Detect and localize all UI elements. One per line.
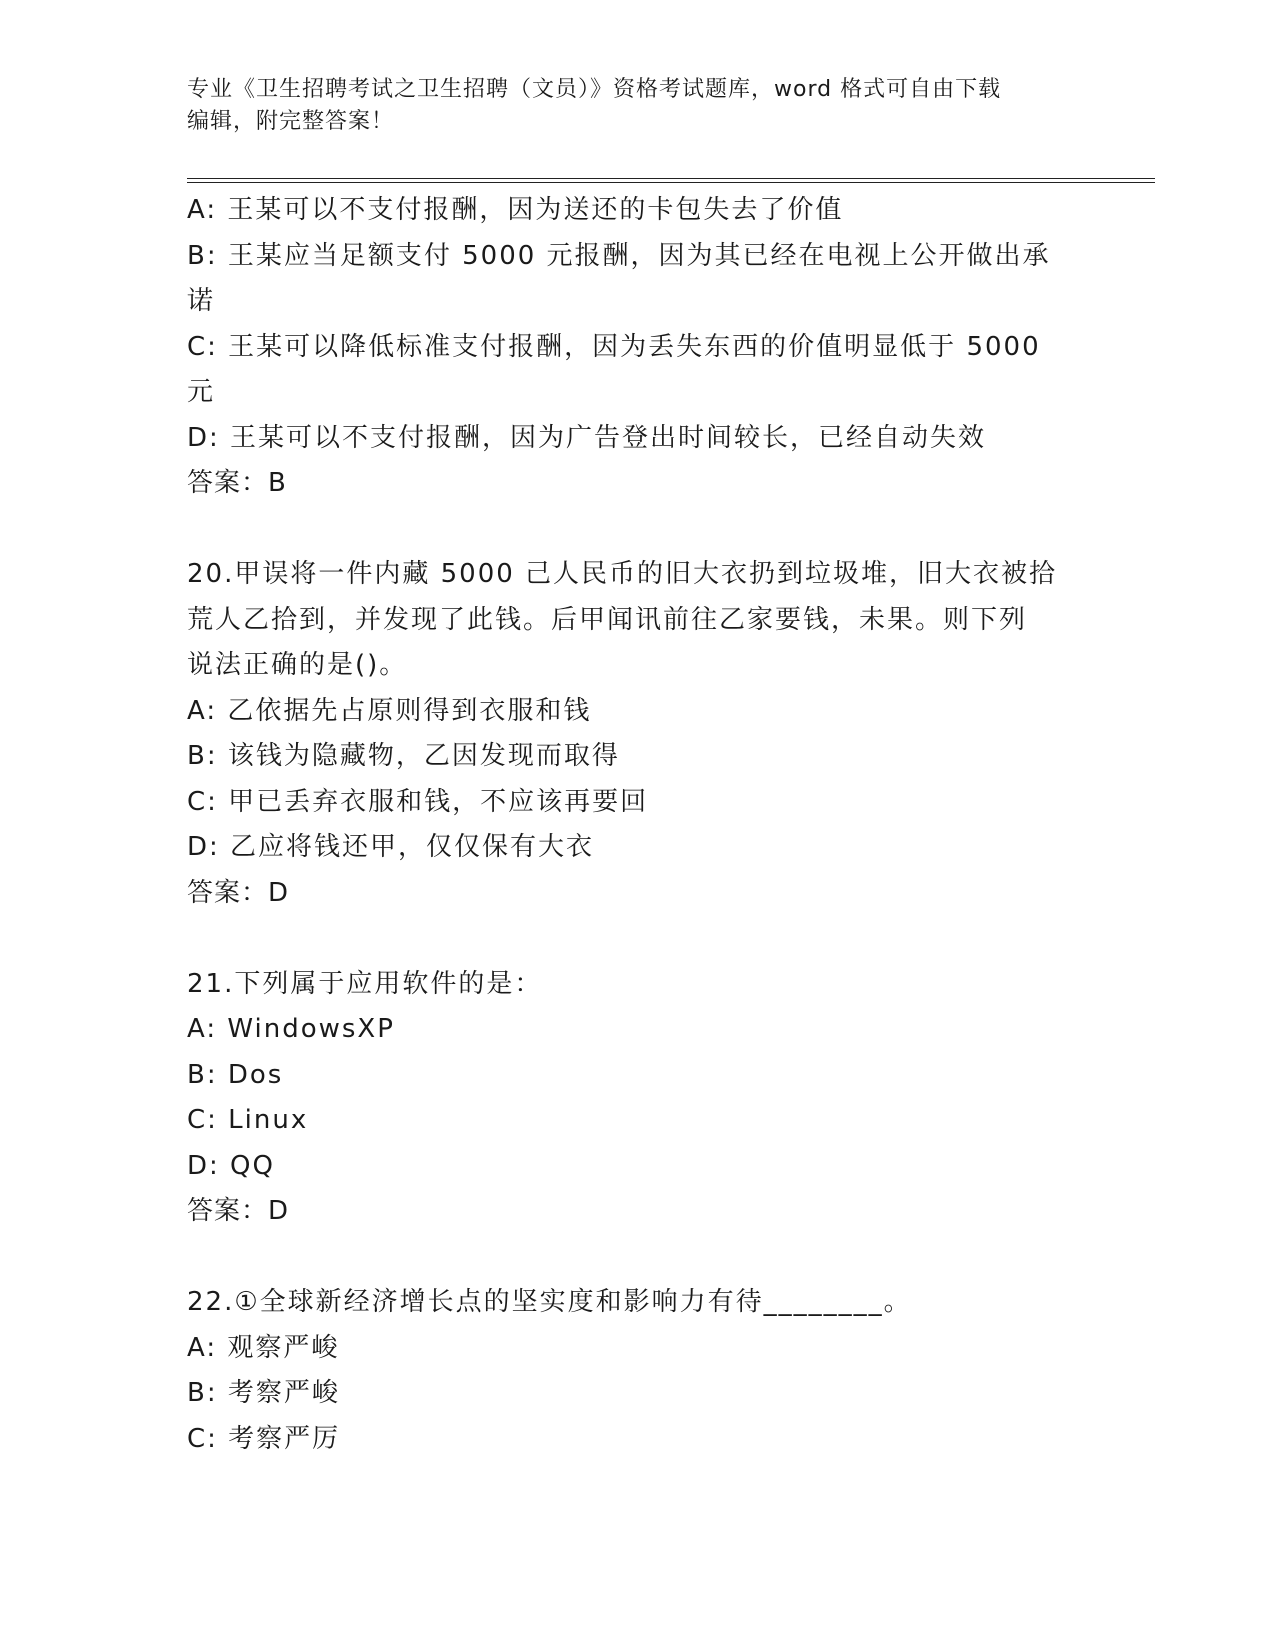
option-b: B: 该钱为隐藏物，乙因发现而取得	[187, 741, 620, 771]
option-c: C: 考察严厉	[187, 1423, 341, 1454]
question-22	[187, 1280, 1087, 1462]
question-stem: 22.①全球新经济增长点的坚实度和影响力有待________。	[187, 1287, 912, 1317]
option-d: D: 王某可以不支付报酬，因为广告登出时间较长，已经自动失效	[187, 422, 987, 453]
option-a: A: 乙依据先占原则得到衣服和钱	[187, 695, 592, 726]
option-b: B: 考察严峻	[187, 1378, 340, 1408]
option-c-continued: 元	[187, 377, 216, 407]
question-21	[187, 962, 1087, 1235]
option-c: C: 甲已丢弃衣服和钱，不应该再要回	[187, 786, 649, 817]
question-stem: 20.甲误将一件内藏 5000 己人民币的旧大衣扔到垃圾堆，旧大衣被拾	[187, 559, 1058, 589]
option-b-continued: 诺	[187, 286, 216, 316]
option-d: D: QQ	[187, 1150, 275, 1181]
answer: 答案：D	[187, 1196, 290, 1226]
option-a: A: WindowsXP	[187, 1014, 395, 1044]
header-line-2: 编辑，附完整答案！	[187, 109, 395, 134]
question-stem-continued: 说法正确的是()。	[187, 650, 408, 680]
option-a: A: 观察严峻	[187, 1332, 340, 1363]
question-stem: 21.下列属于应用软件的是：	[187, 968, 543, 999]
header-double-rule	[187, 178, 1155, 183]
header-line-1: 专业《卫生招聘考试之卫生招聘（文员）》资格考试题库，word 格式可自由下载	[187, 77, 1002, 102]
answer: 答案：D	[187, 877, 290, 908]
option-a: A: 王某可以不支付报酬，因为送还的卡包失去了价值	[187, 195, 844, 225]
spacer	[187, 1235, 1087, 1281]
answer: 答案：B	[187, 468, 287, 498]
option-b: B: Dos	[187, 1059, 284, 1090]
question-20	[187, 552, 1087, 916]
option-d: D: 乙应将钱还甲，仅仅保有大衣	[187, 832, 595, 862]
spacer	[187, 507, 1087, 553]
option-c: C: Linux	[187, 1105, 309, 1135]
option-b: B: 王某应当足额支付 5000 元报酬，因为其已经在电视上公开做出承	[187, 240, 1051, 271]
question-stem-continued: 荒人乙拾到，并发现了此钱。后甲闻讯前往乙家要钱，未果。则下列	[187, 604, 1028, 635]
option-c: C: 王某可以降低标准支付报酬，因为丢失东西的价值明显低于 5000	[187, 331, 1041, 362]
question-19	[187, 188, 1087, 507]
document-body	[187, 188, 1087, 1462]
document-header	[187, 74, 1087, 138]
spacer	[187, 916, 1087, 962]
